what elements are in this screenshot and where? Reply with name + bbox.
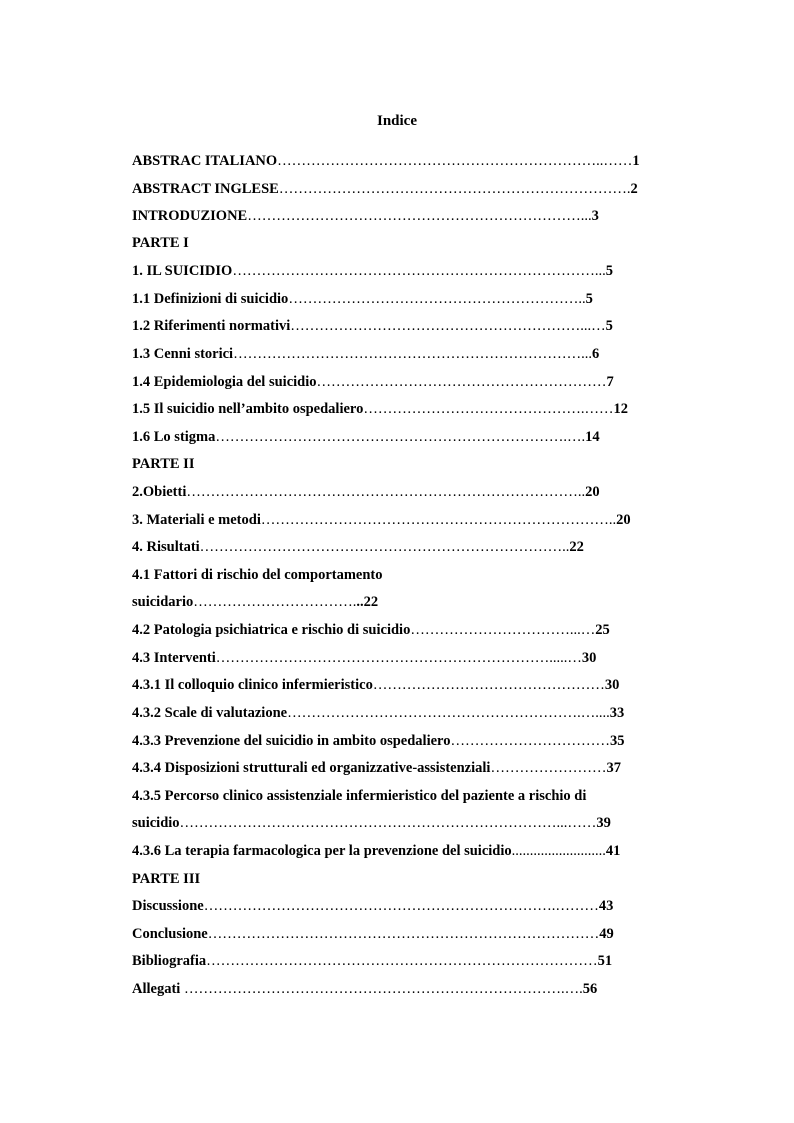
- toc-dot-leader: ………………………………………………………………………..: [186, 484, 586, 500]
- toc-page-number: 6: [591, 346, 600, 362]
- toc-page-number: 33: [609, 705, 625, 721]
- toc-dot-leader: ……………………………………………………………………...……: [179, 815, 597, 831]
- toc-dot-leader: …………………………………………………………………….….: [183, 981, 583, 997]
- toc-page-number: 5: [605, 318, 613, 334]
- toc-entry-label: 1.1 Definizioni di suicidio: [132, 291, 289, 307]
- toc-entry-label: Conclusione: [132, 926, 208, 942]
- toc-page-number: 20: [585, 484, 600, 500]
- toc-entry: [132, 951, 682, 971]
- toc-entry-label: suicidario: [132, 594, 194, 610]
- toc-entry: [132, 703, 682, 723]
- toc-dot-leader: ………………………………………………………………..: [260, 512, 617, 528]
- toc-entry: [132, 316, 682, 336]
- toc-page-number: 20: [616, 512, 631, 528]
- toc-dot-leader: ..........................: [511, 843, 606, 859]
- toc-page-number: 2: [630, 181, 638, 197]
- toc-entry: [132, 592, 682, 612]
- toc-dot-leader: …………………………………………………………….....…: [215, 650, 582, 666]
- toc-entry: [132, 510, 682, 530]
- toc-entry: [132, 206, 682, 226]
- toc-dot-leader: …………………………………………………….…....: [287, 705, 610, 721]
- toc-dot-leader: ……………………………………………………………….………: [203, 898, 599, 914]
- toc-entry: [132, 786, 682, 806]
- toc-dot-leader: ……………………………………………………: [316, 374, 607, 390]
- toc-entry-label: ABSTRACT INGLESE: [132, 181, 279, 197]
- toc-entry: [132, 427, 682, 447]
- toc-entry: [132, 731, 682, 751]
- toc-dot-leader: ……………………………...…: [410, 622, 596, 638]
- toc-entry-label: 4.2 Patologia psichiatrica e rischio di suicidio: [132, 622, 411, 638]
- toc-page-number: 5: [585, 291, 593, 307]
- toc-entry: [132, 261, 682, 281]
- toc-entry-label: 4.3.1 Il colloquio clinico infermieristico: [132, 677, 373, 693]
- toc-dot-leader: …………………………………………: [372, 677, 605, 693]
- toc-entry-label: Discussione: [132, 898, 204, 914]
- toc-entry-label: 4.3.2 Scale di valutazione: [132, 705, 288, 721]
- toc-page-number: 37: [606, 760, 621, 776]
- toc-page-number: 22: [569, 539, 584, 555]
- toc-entry: [132, 289, 682, 309]
- toc-entry: [132, 758, 682, 778]
- toc-entry-label: 4.3.3 Prevenzione del suicidio in ambito ospedaliero: [132, 733, 451, 749]
- toc-dot-leader: ……………………………………………………...…: [290, 318, 606, 334]
- toc-page-number: 41: [605, 843, 621, 859]
- toc-page-number: 49: [599, 926, 614, 942]
- toc-dot-leader: ………………………………………………………………………: [206, 953, 598, 969]
- toc-section-heading: [132, 454, 682, 474]
- toc-dot-leader: ……………………………: [450, 733, 610, 749]
- toc-entry-label: 4.3.5 Percorso clinico assistenziale infermieristico del paziente a rischio di: [132, 788, 587, 804]
- toc-entry-label: PARTE III: [132, 871, 201, 887]
- toc-dot-leader: …………………………….: [193, 594, 357, 610]
- toc-page-number: 35: [609, 733, 625, 749]
- toc-entry-label: 1. IL SUICIDIO: [132, 263, 233, 279]
- toc-dot-leader: …………………………………………………………..……: [277, 153, 633, 169]
- toc-entry: [132, 813, 682, 833]
- toc-page-number: 30: [581, 650, 597, 666]
- toc-page-number: 3: [591, 208, 599, 224]
- toc-entry-label: 1.6 Lo stigma: [132, 429, 216, 445]
- toc-entry-label: Bibliografia: [132, 953, 207, 969]
- toc-entry-label: 2.Obietti: [132, 484, 187, 500]
- toc-entry: [132, 537, 682, 557]
- toc-page-number: 12: [613, 401, 628, 417]
- toc-page-number: 56: [582, 981, 598, 997]
- toc-entry-label: ABSTRAC ITALIANO: [132, 153, 278, 169]
- toc-page-number: ..22: [356, 594, 379, 610]
- toc-entry-label: 4.3.4 Disposizioni strutturali ed organizzative-assistenziali: [132, 760, 491, 776]
- toc-entry-label: 1.4 Epidemiologia del suicidio: [132, 374, 317, 390]
- toc-entry-label: 1.3 Cenni storici: [132, 346, 234, 362]
- toc-entry: [132, 896, 682, 916]
- toc-page-number: 1: [632, 153, 640, 169]
- toc-entry: [132, 565, 682, 585]
- toc-entry-label: 3. Materiali e metodi: [132, 512, 261, 528]
- toc-dot-leader: ……………………………………………………………….….: [215, 429, 586, 445]
- toc-section-heading: [132, 869, 682, 889]
- toc-dot-leader: ……………………………………………………..: [288, 291, 586, 307]
- toc-dot-leader: …………………………………………………………………..: [199, 539, 570, 555]
- toc-entry-label: Allegati: [132, 981, 184, 997]
- toc-entry: [132, 399, 682, 419]
- toc-dot-leader: ……………………………………………………………...: [247, 208, 592, 224]
- toc-page-number: 39: [596, 815, 611, 831]
- toc-entry: [132, 372, 682, 392]
- toc-entry: [132, 620, 682, 640]
- toc-title: Indice: [376, 113, 417, 129]
- toc-dot-leader: ………………………………………………………………………: [207, 926, 600, 942]
- toc-entry: [132, 675, 682, 695]
- toc-entry: [132, 482, 682, 502]
- toc-page-number: 14: [585, 429, 600, 445]
- toc-entry-label: PARTE II: [132, 456, 195, 472]
- toc-entry: [132, 344, 682, 364]
- toc-entry-label: 4.3.6 La terapia farmacologica per la prevenzione del suicidio: [132, 843, 512, 859]
- toc-entry: [132, 924, 682, 944]
- toc-entry-label: 1.5 Il suicidio nell’ambito ospedaliero: [132, 401, 364, 417]
- toc-page-number: 51: [597, 953, 613, 969]
- toc-dot-leader: ………………………………………………………………...: [233, 346, 592, 362]
- toc-entry: [132, 151, 682, 171]
- toc-entry: [132, 179, 682, 199]
- toc-dot-leader: ……………………………………….……: [363, 401, 614, 417]
- toc-entry-label: PARTE I: [132, 235, 189, 251]
- toc-dot-leader: …………………………………………………………………...: [232, 263, 606, 279]
- toc-entry: [132, 648, 682, 668]
- toc-page-number: 30: [604, 677, 620, 693]
- toc-entry-label: 4.3 Interventi: [132, 650, 216, 666]
- toc-entry-label: 1.2 Riferimenti normativi: [132, 318, 291, 334]
- toc-entry-label: 4.1 Fattori di rischio del comportamento: [132, 567, 383, 583]
- toc-entry-label: suicidio: [132, 815, 180, 831]
- toc-page-number: 43: [598, 898, 614, 914]
- toc-page-number: 7: [606, 374, 614, 390]
- toc-entry: [132, 979, 682, 999]
- toc-entry-label: 4. Risultati: [132, 539, 200, 555]
- toc-dot-leader: ……………………: [490, 760, 607, 776]
- toc-entry-label: INTRODUZIONE: [132, 208, 248, 224]
- toc-page-number: 25: [595, 622, 610, 638]
- toc-page-number: 5: [605, 263, 613, 279]
- toc-entry: [132, 841, 682, 861]
- toc-dot-leader: ……………………………………………………………….: [278, 181, 631, 197]
- toc-section-heading: [132, 233, 682, 253]
